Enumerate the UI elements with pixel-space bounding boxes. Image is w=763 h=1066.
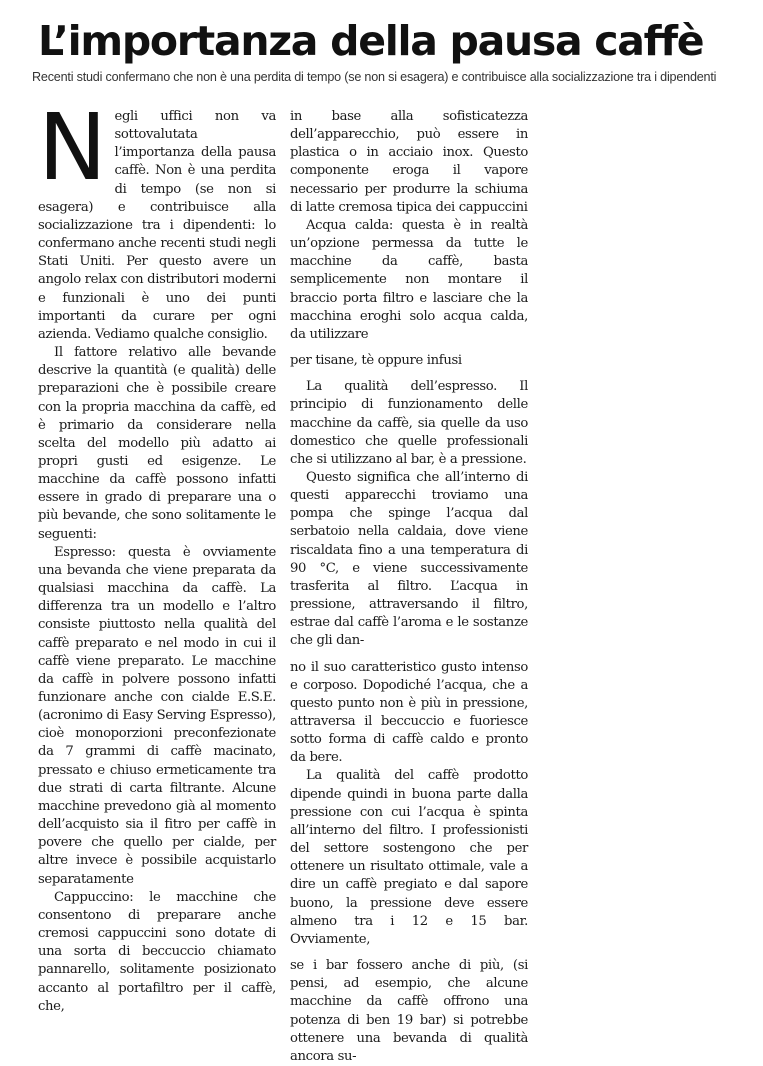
text-column-2	[290, 108, 528, 1066]
column-gap	[290, 651, 528, 659]
column-gap	[290, 949, 528, 957]
paragraph: La qualità del caffè prodotto dipende quindi in buona parte dalla pressione con cui l’acqua è spinta all’interno del filtro. I professionisti del settore sostengono che per ottenere un risultato ottimale, vale a dire un caffè pregiato e dal sapore buono, la pressione deve essere almeno tra i 12 e 15 bar. Ovviamente,	[290, 768, 528, 947]
paragraph: Questo significa che all’interno di questi apparecchi troviamo una pompa che spinge l’acqua dal serbatoio nella caldaia, dove viene riscaldata fino a una temperatura di 90 °C, e viene successivamente trasferita al filtro. L’acqua in pressione, attraversando il filtro, estrae dal caffè l’aroma e le sostanze che gli dan-	[290, 469, 528, 649]
text-column-1	[38, 94, 276, 1066]
paragraph-text: egli uffici non va sottovalutata l’importanza della pausa caffè. Non è una perdita di tempo (se non si esagera) e contribuisce alla socializzazione tra i dipendenti: lo confermano anche recenti studi negli Stati Uniti. Per questo avere un angolo relax con distributori moderni e funzionali è uno dei punti importanti da curare per ogni azienda. Vediamo qualche consiglio.	[38, 109, 276, 342]
drop-cap: N	[38, 94, 107, 201]
paragraph	[38, 94, 276, 344]
article-headline: L’importanza della pausa caffè	[38, 17, 704, 65]
column-gap	[290, 370, 528, 378]
paragraph: in base alla sofisticatezza dell’apparecchio, può essere in plastica o in acciaio inox. Questo componente eroga il vapore necessario per produrre la schiuma di latte cremosa tipica dei cappuccini	[290, 109, 528, 215]
paragraph: Espresso: questa è ovviamente una bevanda che viene preparata da qualsiasi macchina da caffè. La differenza tra un modello e l’altro consiste piuttosto nella qualità del caffè preparato e nel modo in cui il caffè viene preparato. Le macchine da caffè in polvere possono infatti funzionare anche con cialde E.S.E. (acronimo di Easy Serving Espresso), cioè monoporzioni preconfezionate da 7 grammi di caffè macinato, pressato e chiuso ermeticamente tra due strati di carta filtrante. Alcune macchine prevedono già al momento dell’acquisto sia il fitro per caffè in povere che quello per cialde, per altre invece è possibile acquistarlo separatamente	[38, 544, 276, 887]
column-gap	[290, 344, 528, 352]
paragraph: no il suo caratteristico gusto intenso e corposo. Dopodiché l’acqua, che a questo punto non è più in pressione, attraversa il beccuccio e fuoriesce sotto forma di caffè caldo e pronto da bere.	[290, 659, 528, 766]
paragraph: per tisane, tè oppure infusi	[290, 353, 462, 369]
paragraph: se i bar fossero anche di più, (si pensi, ad esempio, che alcune macchine da caffè offrono una potenza di ben 19 bar) si potrebbe ottenere una bevanda di qualità ancora su-	[290, 958, 528, 1064]
paragraph: Cappuccino: le macchine che consentono di preparare anche cremosi cappuccini sono dotate di una sorta di beccuccio chiamato pannarello, solitamente posizionato accanto al portafiltro per il caffè, che,	[38, 889, 276, 1014]
article-body	[38, 94, 528, 1066]
paragraph: Acqua calda: questa è in realtà un’opzione permessa da tutte le macchine da caffè, basta semplicemente non montare il braccio porta filtro e lasciare che la macchina eroghi solo acqua calda, da utilizzare	[290, 217, 528, 342]
paragraph: Il fattore relativo alle bevande descrive la quantità (e qualità) delle preparazioni che è possibile creare con la propria macchina da caffè, ed è primario da considerare nella scelta del modello più adatto ai propri gusti ed esigenze. Le macchine da caffè possono infatti essere in grado di preparare una o più bevande, che sono solitamente le seguenti:	[38, 345, 276, 542]
paragraph: La qualità dell’espresso. Il principio di funzionamento delle macchine da caffè, sia quelle da uso domestico che quelle professionali che si utilizzano al bar, è a pressione.	[290, 379, 528, 467]
article-subtitle: Recenti studi confermano che non è una perdita di tempo (se non si esagera) e contribuisce alla socializzazione tra i dipendenti	[32, 70, 717, 84]
